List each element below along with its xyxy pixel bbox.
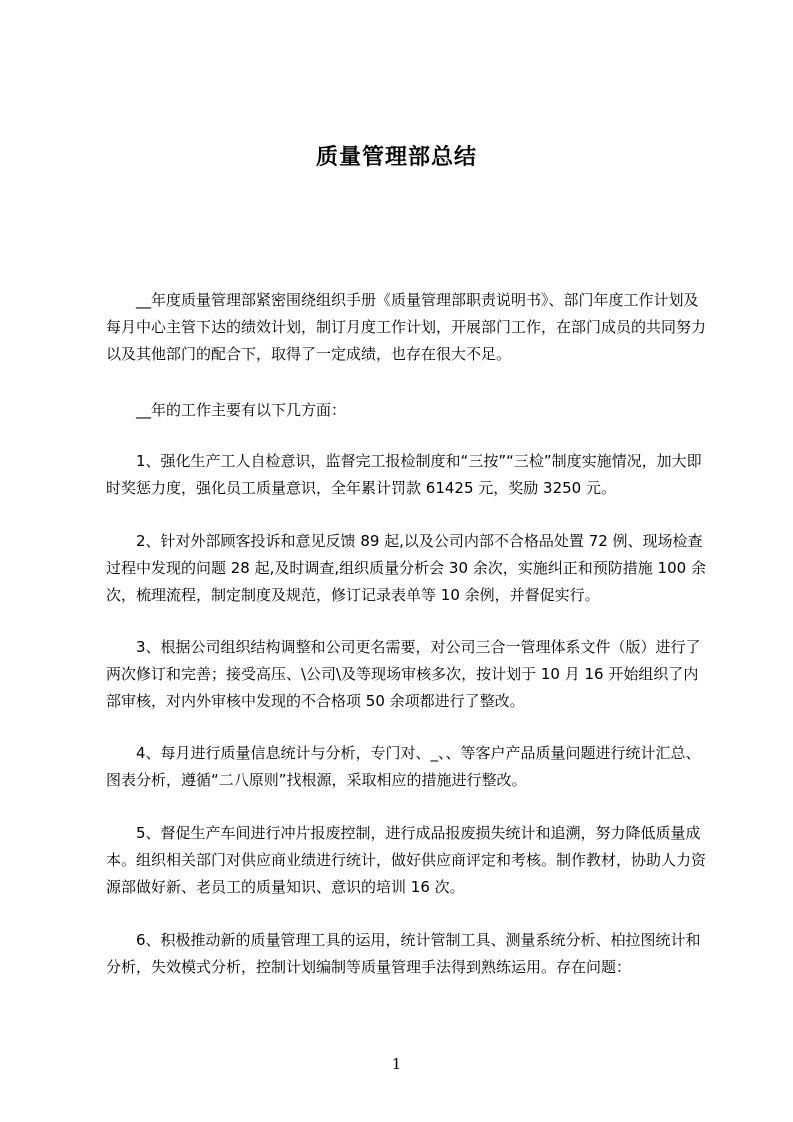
paragraph-item-6: 6、积极推动新的质量管理工具的运用，统计管制工具、测量系统分析、柏拉图统计和分析，失效模式分析，控制计划编制等质量管理手法得到熟练运用。存在问题： xyxy=(106,931,701,976)
paragraph-item-4: 4、每月进行质量信息统计与分析，专门对、_、、等客户产品质量问题进行统计汇总、图表分析，遵循“二八原则”找根源，采取相应的措施进行整改。 xyxy=(106,744,701,789)
paragraph-lead: __年的工作主要有以下几方面： xyxy=(136,401,347,419)
paragraph-item-2: 2、针对外部顾客投诉和意见反馈 89 起,以及公司内部不合格品处置 72 例、现场检查过程中发现的问题 28 起,及时调查,组织质量分析会 30 余次，实施纠正和预防措施 100 余次，梳理流程，制定制度及规范，修订记录表单等 10 余例，并督促实行。 xyxy=(106,532,706,604)
document-body xyxy=(106,0,706,1122)
page-number: 1 xyxy=(391,1055,402,1073)
document-title: 质量管理部总结 xyxy=(315,145,477,170)
paragraph-item-3: 3、根据公司组织结构调整和公司更名需要，对公司三合一管理体系文件（版）进行了两次修订和完善；接受高压、\公司\及等现场审核多次，按计划于 10 月 16 开始组织了内部审核，对内外审核中发现的不合格项 50 余项都进行了整改。 xyxy=(106,638,701,710)
paragraph-item-1: 1、强化生产工人自检意识，监督完工报检制度和“三按”“三检”制度实施情况，加大即时奖惩力度，强化员工质量意识，全年累计罚款 61425 元，奖励 3250 元。 xyxy=(106,452,702,497)
paragraph-item-5: 5、督促生产车间进行冲片报废控制，进行成品报废损失统计和追溯，努力降低质量成本。组织相关部门对供应商业绩进行统计，做好供应商评定和考核。制作教材，协助人力资源部做好新、老员工的质量知识、意识的培训 16 次。 xyxy=(106,824,707,896)
paragraph-intro: __年度质量管理部紧密围绕组织手册《质量管理部职责说明书》、部门年度工作计划及每月中心主管下达的绩效计划，制订月度工作计划，开展部门工作，在部门成员的共同努力以及其他部门的配合下，取得了一定成绩，也存在很大不足。 xyxy=(106,291,707,363)
